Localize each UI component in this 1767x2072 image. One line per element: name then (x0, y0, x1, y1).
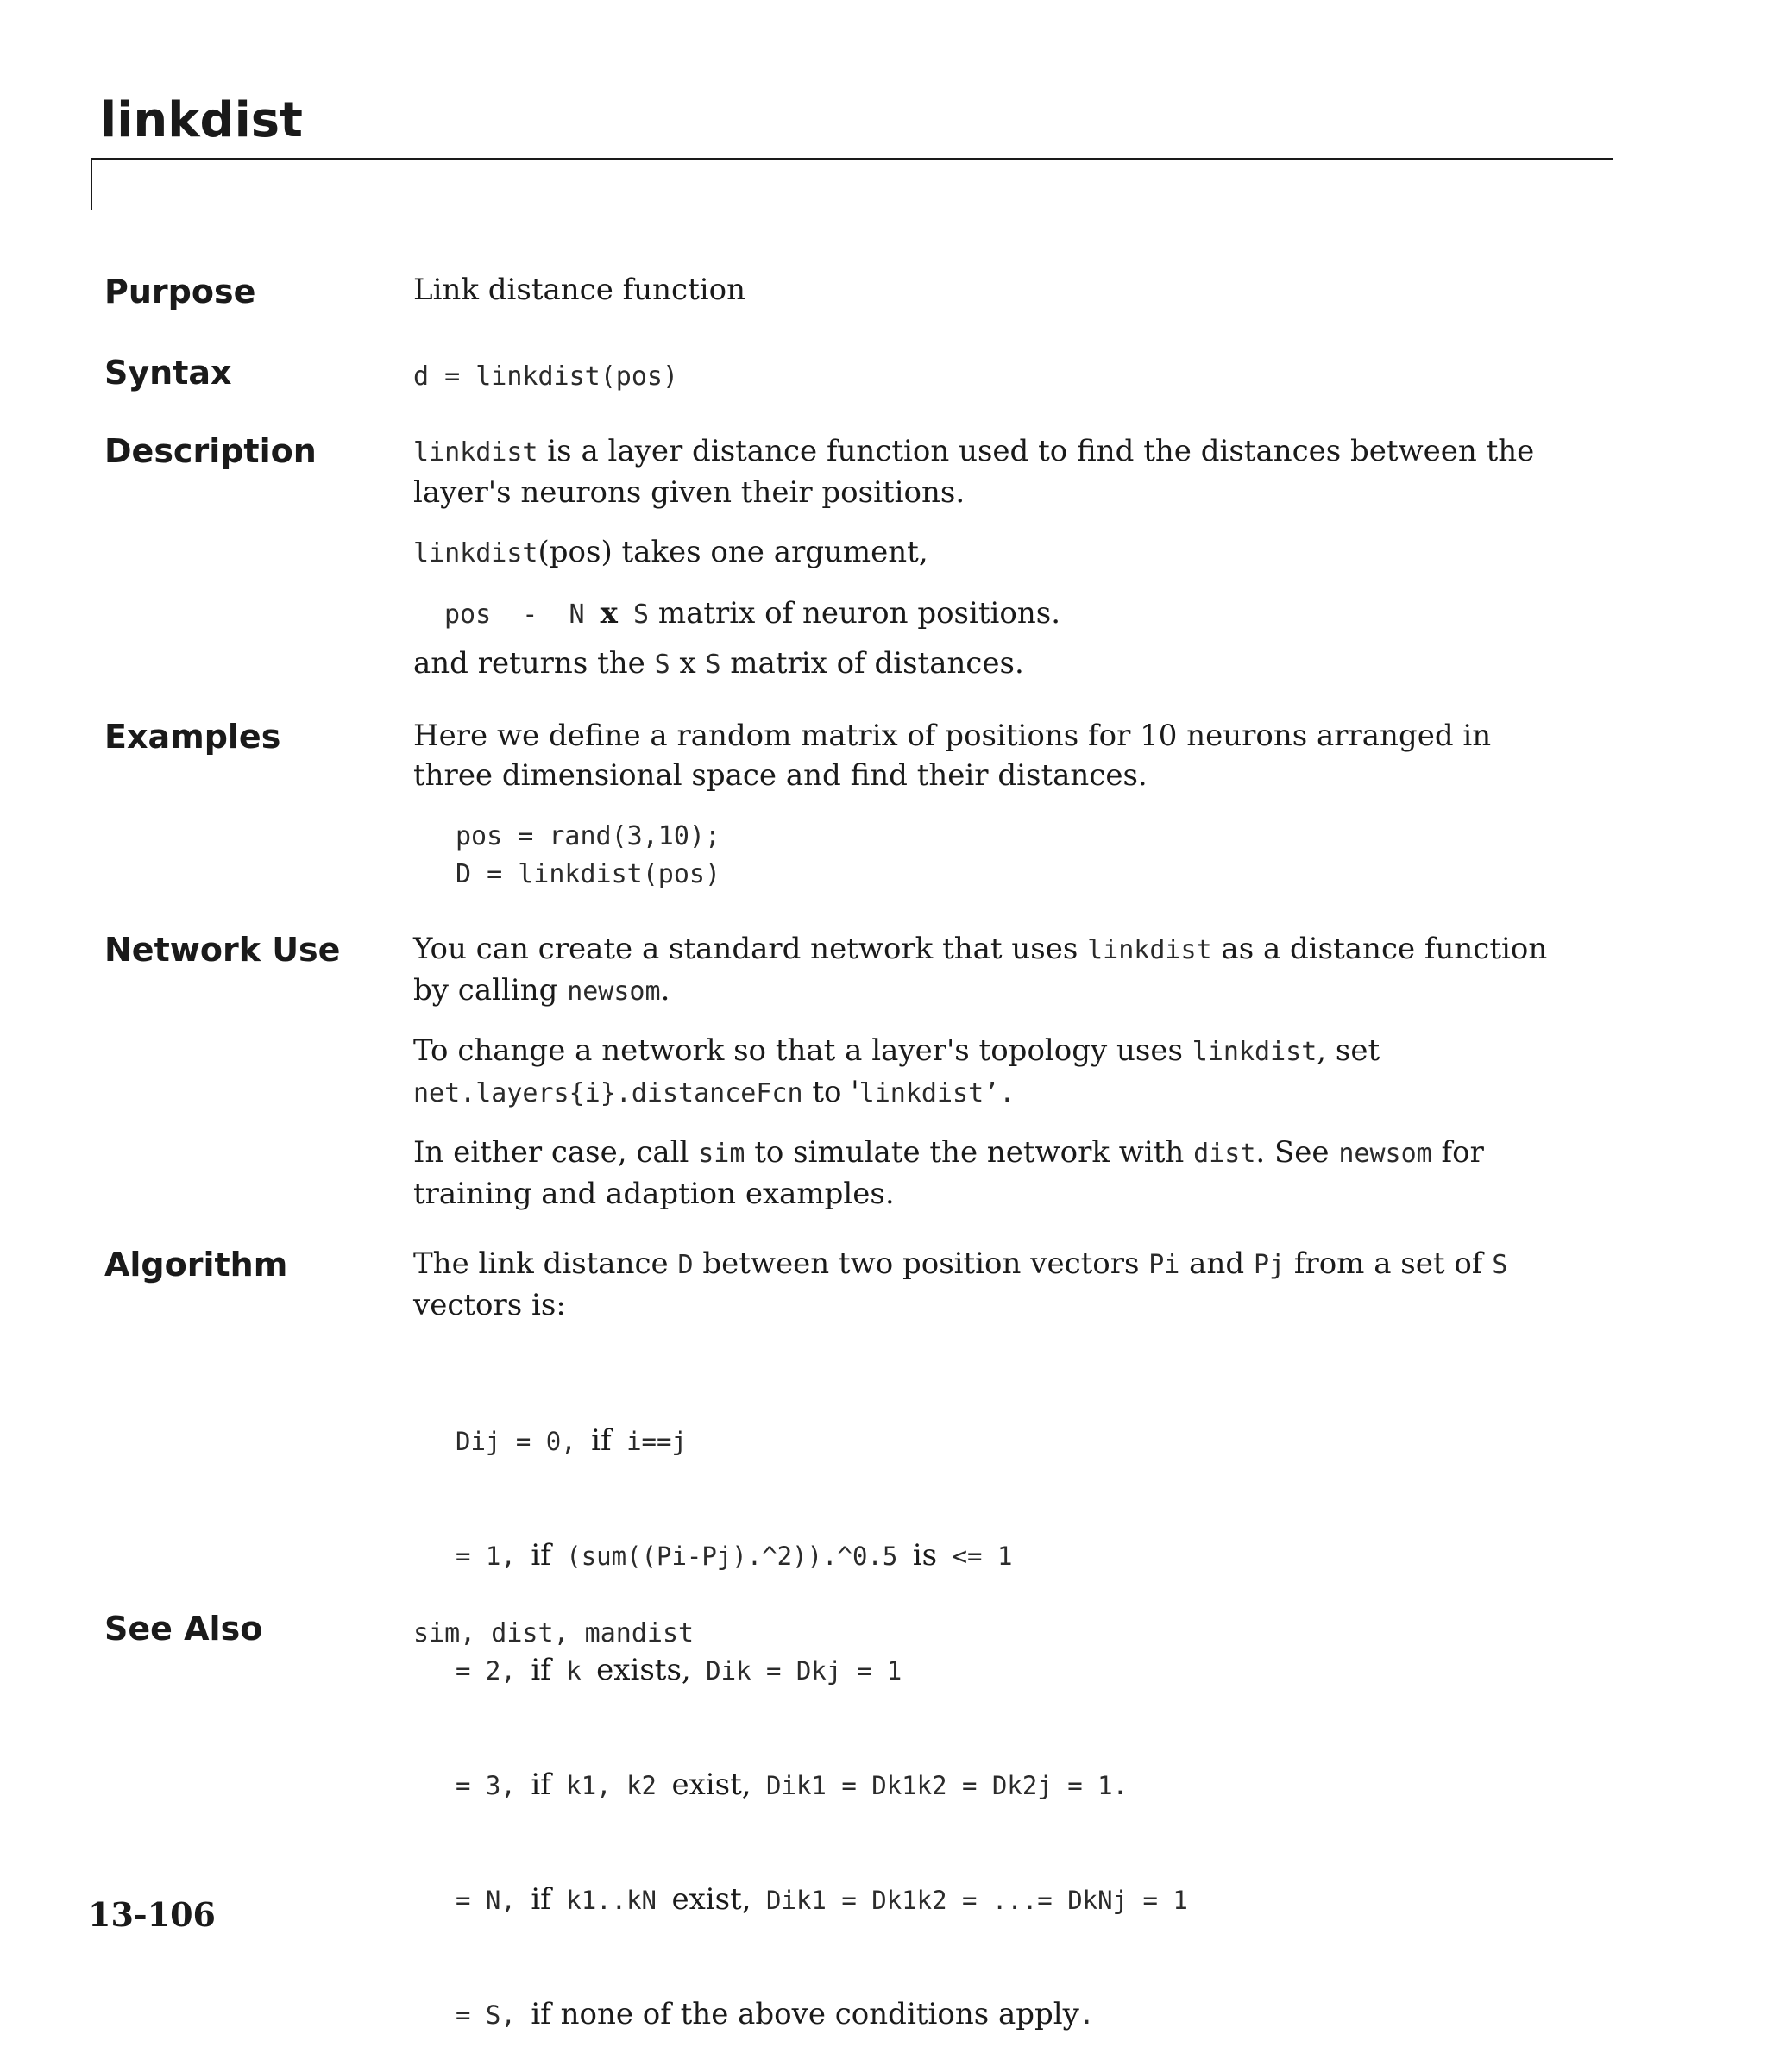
formula-line (456, 1422, 1188, 1460)
code-ref: S (617, 600, 650, 630)
code-ref: S (705, 650, 721, 680)
code-ref: = N, (456, 1886, 531, 1915)
title-rule-tick (91, 158, 92, 210)
text-span: is a layer distance function used to find the distances between the layer's neurons given their positions. (413, 434, 1535, 510)
description-paragraph (413, 431, 1561, 512)
text-span: exists, (596, 1653, 691, 1687)
network-use-paragraph (413, 1031, 1561, 1114)
text-span: if (531, 1882, 551, 1917)
see-also-links[interactable]: sim, dist, mandist (413, 1618, 695, 1648)
code-ref: Pi (1148, 1250, 1180, 1280)
text-span: from a set of (1285, 1246, 1493, 1281)
algorithm-formula (456, 1346, 1188, 2072)
syntax-label: Syntax (104, 354, 232, 392)
code-ref: i==j (611, 1427, 687, 1456)
formula-line (456, 1880, 1188, 1919)
code-ref: = 1, (456, 1541, 531, 1571)
code-ref: Dik = Dkj = 1 (690, 1656, 902, 1686)
description-paragraph (413, 644, 1561, 685)
examples-text: Here we define a random matrix of positions for 10 neurons arranged in three dimensional space and find their distances. (413, 719, 1492, 793)
page-title: linkdist (100, 92, 303, 148)
text-span: to simulate the network with (745, 1135, 1194, 1170)
code-ref: linkdist (1192, 1037, 1317, 1067)
formula-line (456, 1536, 1188, 1575)
syntax-code: d = linkdist(pos) (413, 361, 679, 392)
text-span: . (660, 973, 670, 1008)
examples-label: Examples (104, 718, 281, 756)
code-ref: Pj (1253, 1250, 1286, 1280)
text-span: if (531, 1653, 551, 1687)
algorithm-intro (413, 1244, 1561, 1325)
code-ref: S (654, 650, 670, 680)
text-span: matrix of distances. (720, 646, 1024, 681)
text-span: matrix of neuron positions. (649, 596, 1061, 631)
text-span: and returns the (413, 646, 655, 681)
purpose-text: Link distance function (413, 273, 745, 307)
code-ref: dist (1193, 1139, 1256, 1169)
network-use-paragraph (413, 1133, 1561, 1214)
text-span: To change a network so that a layer's topology uses (413, 1033, 1192, 1068)
text-span: to ' (802, 1075, 859, 1109)
text-span: if none of the above conditions apply (531, 1997, 1079, 2031)
text-span: if (531, 1767, 551, 1802)
text-span: between two position vectors (693, 1246, 1149, 1281)
formula-line (456, 1766, 1188, 1805)
examples-code (456, 818, 720, 894)
argument-line (413, 593, 1561, 635)
description-paragraph (413, 532, 1561, 574)
page-number: 13-106 (88, 1895, 216, 1934)
code-ref: = 2, (456, 1656, 531, 1686)
code-ref: linkdist (413, 538, 538, 568)
description-block (413, 431, 1561, 685)
code-ref: S (1492, 1250, 1508, 1280)
code-ref: pos - N (444, 600, 601, 630)
code-ref: sim (698, 1139, 745, 1169)
network-use-label: Network Use (104, 931, 341, 969)
code-ref: . (1078, 2000, 1095, 2030)
code-ref: Dik1 = Dk1k2 = Dk2j = 1. (751, 1771, 1129, 1800)
text-span: as a distance function by calling (413, 932, 1548, 1008)
text-span: x (600, 596, 618, 631)
code-ref: newsom (1338, 1139, 1432, 1169)
network-use-paragraph (413, 929, 1561, 1012)
text-span: exist, (671, 1882, 751, 1917)
description-label: Description (104, 432, 317, 470)
see-also-label: See Also (104, 1610, 263, 1648)
code-ref: net.layers{i}.distanceFcn (413, 1078, 803, 1108)
text-span: vectors is: (413, 1288, 566, 1322)
code-line: D = linkdist(pos) (456, 859, 721, 889)
code-ref: linkdist’. (858, 1078, 1016, 1108)
formula-line (456, 1995, 1188, 2034)
text-span: , set (1317, 1033, 1380, 1068)
text-span: exist, (671, 1767, 751, 1802)
text-span: and (1179, 1246, 1254, 1281)
text-span: The link distance (413, 1246, 678, 1281)
code-ref: D (677, 1250, 694, 1280)
code-ref: (sum((Pi-Pj).^2)).^0.5 (550, 1541, 913, 1571)
text-span: if (531, 1538, 551, 1573)
text-span: is (912, 1538, 938, 1573)
text-span: You can create a standard network that uses (413, 932, 1088, 966)
code-ref: Dik1 = Dk1k2 = ...= DkNj = 1 (751, 1886, 1188, 1915)
code-ref: k (550, 1656, 597, 1686)
formula-line (456, 1651, 1188, 1690)
text-span: . See (1255, 1135, 1339, 1170)
text-span: (pos) takes one argument, (538, 535, 928, 569)
code-ref: k1..kN (550, 1886, 672, 1915)
text-span: In either case, call (413, 1135, 699, 1170)
text-span: if (591, 1423, 612, 1458)
code-ref: k1, k2 (550, 1771, 672, 1800)
text-span: for training and adaption examples. (413, 1135, 1484, 1211)
text-span: x (670, 646, 706, 681)
code-ref: linkdist (1087, 935, 1212, 965)
code-ref: <= 1 (937, 1541, 1013, 1571)
code-ref: newsom (567, 976, 661, 1007)
code-ref: = S, (456, 2000, 531, 2030)
title-rule (91, 158, 1613, 160)
algorithm-label: Algorithm (104, 1246, 288, 1284)
code-ref: = 3, (456, 1771, 531, 1800)
code-line: pos = rand(3,10); (456, 821, 721, 851)
purpose-label: Purpose (104, 273, 256, 311)
code-ref: Dij = 0, (456, 1427, 592, 1456)
network-use-block (413, 929, 1561, 1214)
code-ref: linkdist (413, 437, 538, 468)
